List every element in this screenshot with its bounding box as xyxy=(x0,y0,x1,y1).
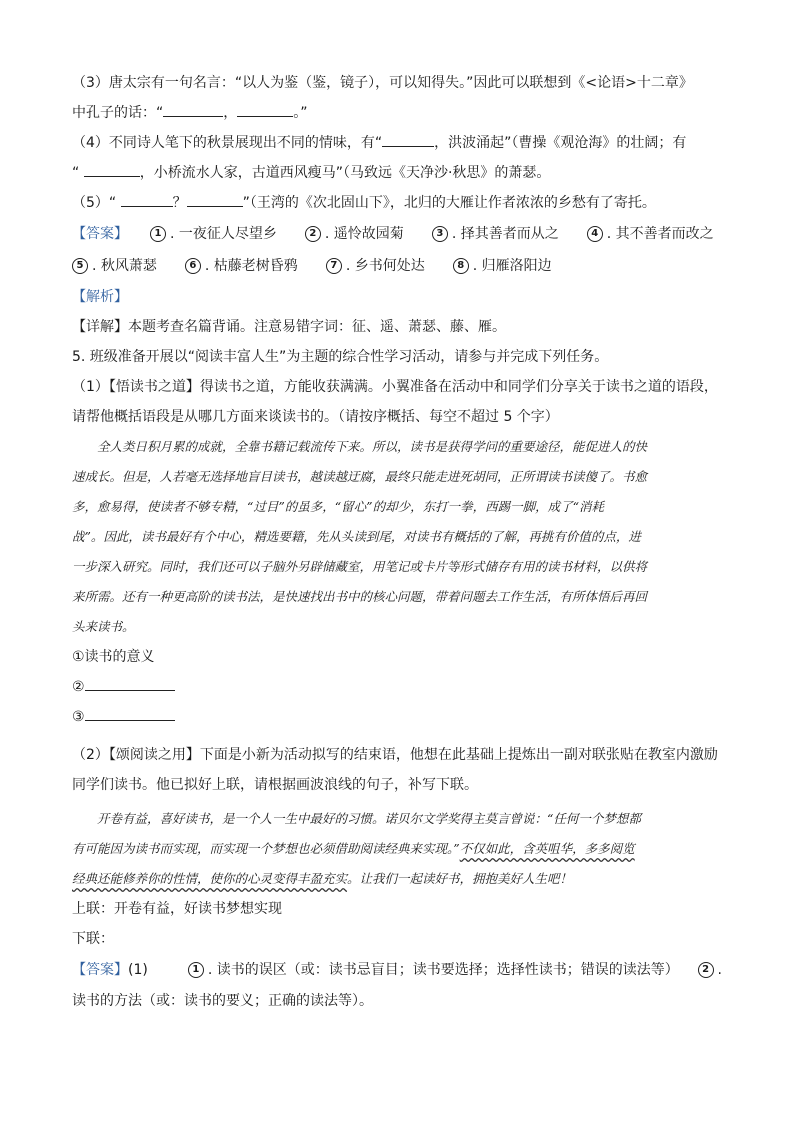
final-answer-line-2: 读书的方法（或：读书的要义；正确的读法等）。 xyxy=(72,993,373,1009)
blank xyxy=(237,116,293,117)
answer-item: 2 . 遥怜故园菊 xyxy=(305,218,404,250)
couplet-upper: 上联：开卷有益，好读书梦想实现 xyxy=(72,901,282,917)
q4-line-2: “ ，小桥流水人家，古道西风瘦马”（马致远《天净沙·秋思》的萧瑟。 xyxy=(72,165,551,181)
answer-item: 7 . 乡书何处达 xyxy=(326,250,425,282)
detail-line: 【详解】本题考查名篇背诵。注意易错字词：征、遥、萧瑟、藤、雁。 xyxy=(72,319,506,335)
wavy-underlined-text: 不仅如此，含英咀华，多多阅览 xyxy=(459,841,635,856)
answer-tag: 【答案】 xyxy=(72,962,128,978)
list-item-2: ② xyxy=(72,672,734,702)
blank xyxy=(382,146,434,147)
answer-row-1 xyxy=(72,218,734,250)
passage-line: 全人类日积月累的成就，全靠书籍记载流传下来。所以，读书是获得学问的重要途径，能促进人的快 xyxy=(97,439,648,454)
answer-item: 1 . 一夜征人尽望乡 xyxy=(150,218,277,250)
answer-item: 3 . 择其善者而从之 xyxy=(432,218,559,250)
blank xyxy=(121,206,173,207)
question-5-title: 5. 班级准备开展以“阅读丰富人生”为主题的综合性学习活动，请参与并完成下列任务。 xyxy=(72,349,609,365)
task2-line-2: 同学们读书。他已拟好上联，请根据画波浪线的句子，补写下联。 xyxy=(72,777,478,793)
final-answer-row: 【答案】 (1) 1 . 读书的误区（或：读书忌盲目；读书要选择；选择性读书；错误的读法等） 2 . xyxy=(72,954,722,986)
q3-line-1: （3）唐太宗有一句名言：“以人为鉴（鉴，镜子），可以知得失。”因此可以联想到《<论语>十二章》 xyxy=(72,75,693,91)
answer-item: 8 . 归雁洛阳边 xyxy=(453,250,552,282)
blank xyxy=(85,720,175,721)
blank xyxy=(163,116,223,117)
q5-fill-line: （5）“ ？ ”（王湾的《次北固山下》，北归的大雁让作者浓浓的乡愁有了寄托。 xyxy=(72,195,656,211)
task1-line-1: （1）【悟读书之道】得读书之道，方能收获满满。小翼准备在活动中和同学们分享关于读书之道的语段， xyxy=(72,379,718,395)
passage-line: 速成长。但是，人若毫无选择地盲目读书，越读越迂腐，最终只能走进死胡同，正所谓读书读傻了。书愈 xyxy=(72,469,648,484)
passage-line: 经典还能修养你的性情，使你的心灵变得丰盈充实。让我们一起读好书，拥抱美好人生吧！ xyxy=(72,871,573,886)
blank xyxy=(187,206,243,207)
reading-passage-1 xyxy=(72,432,734,642)
analysis-tag: 【解析】 xyxy=(72,289,128,305)
task2-line-1: （2）【颂阅读之用】下面是小新为活动拟写的结束语，他想在此基础上提炼出一副对联张贴在教室内激励 xyxy=(72,747,718,763)
answer-tag: 【答案】 xyxy=(72,226,128,242)
answer-item: 4 . 其不善者而改之 xyxy=(587,218,714,250)
blank xyxy=(84,176,140,177)
answer-row-2 xyxy=(72,250,734,282)
blank xyxy=(85,690,175,691)
passage-line: 一步深入研究。同时，我们还可以子脑外另辟储藏室，用笔记或卡片等形式储存有用的读书材料，以供将 xyxy=(72,559,648,574)
answer-item: 5 . 秋风萧瑟 xyxy=(72,250,157,282)
couplet-lower: 下联： xyxy=(72,931,114,947)
passage-line: 来所需。还有一种更高阶的读书法，是快速找出书中的核心问题，带着问题去工作生活，有所体悟后再回 xyxy=(72,589,648,604)
passage-line: 开卷有益，喜好读书，是一个人一生中最好的习惯。诺贝尔文学奖得主莫言曾说：“任何一个梦想都 xyxy=(97,811,641,826)
answer-item: 6 . 枯藤老树昏鸦 xyxy=(185,250,298,282)
task1-line-2: 请帮他概括语段是从哪几方面来谈读书的。（请按序概括、每空不超过 5 个字） xyxy=(72,409,559,425)
passage-line: 头来读书。 xyxy=(72,619,135,634)
q4-line-1: （4）不同诗人笔下的秋景展现出不同的情味，有“ ，洪波涌起”（曹操《观沧海》的壮阔；有 xyxy=(72,135,687,151)
reading-passage-2 xyxy=(72,804,734,894)
passage-line: 战”。因此，读书最好有个中心，精选要籍，先从头读到尾，对读书有概括的了解，再挑有价值的点，进 xyxy=(72,529,641,544)
list-item-3: ③ xyxy=(72,702,734,732)
passage-line: 有可能因为读书而实现，而实现一个梦想也必须借助阅读经典来实现。”不仅如此，含英咀华，多多阅览 xyxy=(72,841,635,856)
q3-line-2: 中孔子的话：“ ， 。” xyxy=(72,105,308,121)
list-item-1: ①读书的意义 xyxy=(72,649,155,665)
wavy-underlined-text: 经典还能修养你的性情，使你的心灵变得丰盈充实 xyxy=(72,871,348,886)
passage-line: 多，愈易得，使读者不够专精，“过目”的虽多，“留心”的却少，东打一拳，西踢一脚，成了“消耗 xyxy=(72,499,604,514)
